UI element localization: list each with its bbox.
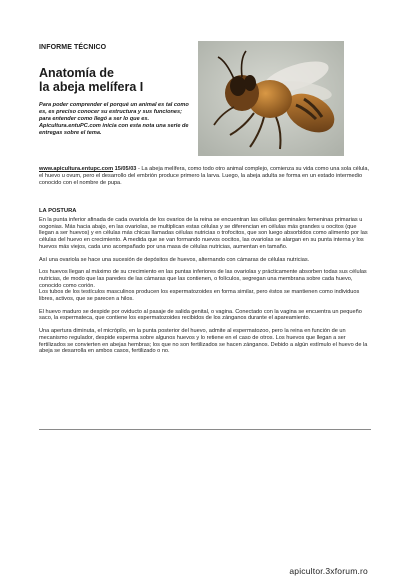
intro-paragraph	[39, 166, 369, 187]
paragraph-2: Así una ovariola se hace una sucesión de depósitos de huevos, alternando con cámaras de células nutricias.	[39, 256, 310, 263]
article-body	[39, 208, 371, 361]
paragraph-1: En la punta inferior afinada de cada ovariola de los ovarios de la reina se encuentran las células germinales femeninas primarias u oogonias. Más hacia abajo, en las ovariolas, se multiplican estas células y se diferencian en células más grandes u oocitos (que llegan a ser huevos) y en células más chicas llamadas células nutricias o trofocitos, que son luego absorbidos como alimento por las células del huevo en crecimiento. A medida que se van formando nuevos oocitos, las ovariolas se alargan en su punta interna y los huevos más viejos, cada uno acompañado por una masa de células nutricias, aumentan en tamaño.	[39, 217, 368, 250]
title-line-2: la abeja melífera I	[39, 80, 144, 94]
paragraph-5: Una apertura diminuta, el micrópilo, en la punta posterior del huevo, admite al espermatozoo, pero la reina en función de un mecanismo regulador, despide esperma sobre algunos huevos y lo retiene en el caso de otros. Los huevos que llegan a ser fertilizados se convierten en abejas hembras; los que no son fertilizados se hacen zánganos. Debido a algún estímulo el huevo de la abeja se desarrolla en ambos casos, fertilizado o no.	[39, 328, 368, 355]
intro-text: - La abeja melífera, como todo otro animal complejo, comienza su vida como una sola célula, el huevo u ovum, pero el desarrollo del embrión produce primero la larva. Luego, la abeja adulta se forma en un estado intermedio conocido con el nombre de pupa.	[39, 166, 369, 186]
publication-date: 15/05/03	[114, 166, 137, 172]
document-kicker: INFORME TÉCNICO	[39, 44, 107, 51]
source-link[interactable]: www.apicultura.entupc.com	[39, 166, 114, 172]
section-divider	[39, 429, 371, 430]
watermark-text: apicultor.3xforum.ro	[289, 566, 368, 576]
honeybee-illustration	[198, 41, 344, 156]
section-title: LA POSTURA	[39, 208, 77, 214]
honeybee-photo	[198, 41, 344, 156]
paragraph-3: Los huevos llegan al máximo de su crecimiento en las puntas inferiores de las ovariolas y prácticamente absorben todas sus células nutricias, de modo que las paredes de las cámaras que las contienen, o folículos, segregan una membrana sobre cada huevo, conocido como corión. Los tubos de los testículos masculinos producen los espermatozoides en forma similar, pero éstos se mantienen como individuos libres, activos, que se parecen a hilos.	[39, 269, 367, 303]
lead-paragraph: Para poder comprender el porqué un animal es tal como es, es preciso conocer su estructura y sus funciones; para entender como llegó a ser lo que es. Apicultura.entuPC.com inicia con esta nota una serie de entregas sobre el tema.	[39, 102, 189, 136]
paragraph-4: El huevo maduro se despide por oviducto al pasaje de salida genital, o vagina. Conectado con la vagina se encuentra un pequeño saco, la espermateca, que contiene los espermatozoides recibidos de los zánganos durante el apareamiento.	[39, 308, 362, 322]
title-line-1: Anatomía de	[39, 66, 115, 80]
site-watermark	[0, 566, 410, 576]
document-title	[39, 66, 189, 94]
